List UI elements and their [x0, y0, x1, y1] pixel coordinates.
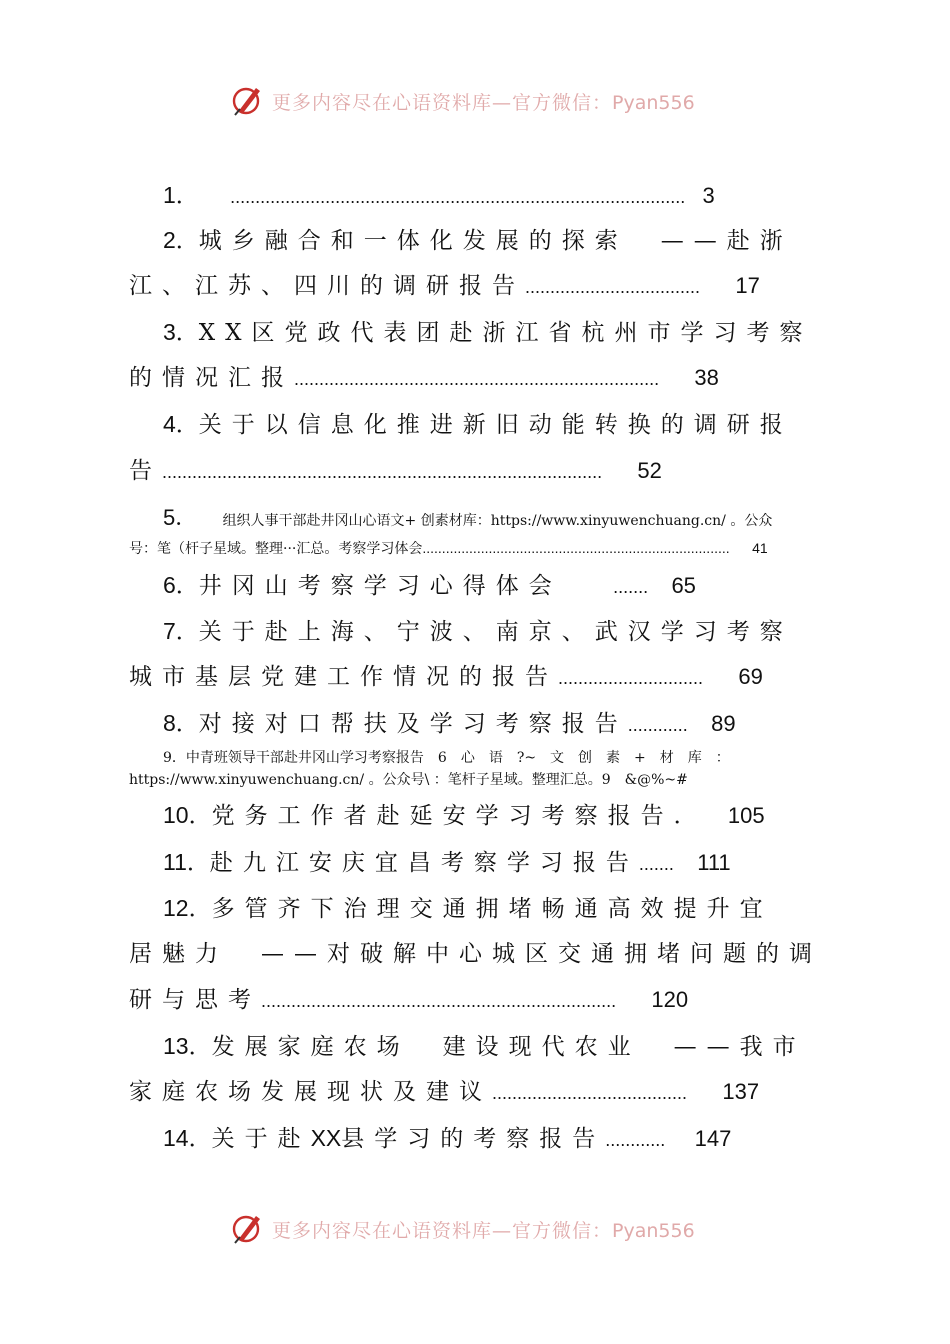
toc-entry-7-line-2: 城市基层党建工作情况的报告............................. 69 [129, 664, 763, 690]
toc-entry-1: 1． ........................................................................................... 3 [163, 182, 715, 208]
toc-entry-5-line-2: 号：笔（杆子星域。整理···汇总。考察学习体会............................................................................... 41 [129, 540, 768, 557]
toc-entry-7-line-1: 7．关于赴上海、宁波、南京、武汉学习考察 [163, 618, 793, 645]
toc-entry-6: 6．井冈山考察学习心得体会 ....... 65 [163, 572, 696, 599]
footer-banner-text: 更多内容尽在心语资料库—官方微信：Pyan556 [272, 1220, 695, 1242]
toc-entry-9-line-2: https://www.xinyuwenchuang.cn/ 。公众号\ ：笔杆子星域。整理汇总。9 &@%~# [129, 772, 688, 788]
footer-banner [0, 1210, 950, 1250]
toc-entry-12-line-1: 12．多管齐下治理交通拥堵畅通高效提升宜 [163, 895, 773, 922]
toc-entry-13-line-2: 家庭农场发展现状及建议....................................... 137 [129, 1079, 760, 1105]
header-wechat-id: Pyan556 [612, 92, 695, 114]
toc-entry-3-line-1: 3．XX区党政代表团赴浙江省杭州市学习考察 [163, 319, 813, 346]
toc-entry-12-line-2: 居魅力 ——对破解中心城区交通拥堵问题的调 [129, 941, 822, 967]
toc-entry-4-line-1: 4．关于以信息化推进新旧动能转换的调研报 [163, 411, 793, 438]
toc-entry-9-line-1: 9．中青班领导干部赴井冈山学习考察报告 6 心 语 ?~ 文 创 素 + 材 库 ： [163, 750, 730, 766]
quill-logo-icon [230, 1210, 266, 1246]
toc-entry-2-line-2: 江、江苏、四川的调研报告................................... 17 [129, 273, 760, 299]
toc-entry-12-line-3: 研与思考....................................................................... 120 [129, 987, 689, 1013]
toc-entry-3-line-2: 的情况汇报......................................................................... 38 [129, 365, 719, 391]
footer-wechat-id: Pyan556 [612, 1220, 695, 1242]
toc-entry-13-line-1: 13．发展家庭农场 建设现代农业 ——我市 [163, 1033, 806, 1060]
quill-logo-icon [230, 82, 266, 118]
toc-entry-4-line-2: 告........................................................................................ 52 [129, 458, 662, 484]
toc-entry-2-line-1: 2．城乡融合和一体化发展的探索 ——赴浙 [163, 227, 793, 254]
toc-entry-8: 8．对接对口帮扶及学习考察报告............ 89 [163, 710, 736, 737]
header-banner-text: 更多内容尽在心语资料库—官方微信：Pyan556 [272, 92, 695, 114]
toc-entry-14: 14．关于赴XX县学习的考察报告............ 147 [163, 1125, 732, 1152]
toc-entry-10: 10．党务工作者赴延安学习考察报告． 105 [163, 802, 765, 829]
toc-entry-5-line-1: 5． 组织人事干部赴井冈山心语文+ 创素材库：https://www.xinyuwenchuang.cn/ 。公众 [163, 505, 773, 530]
header-banner [0, 82, 950, 122]
toc-entry-11: 11．赴九江安庆宜昌考察学习报告....... 111 [163, 849, 731, 876]
